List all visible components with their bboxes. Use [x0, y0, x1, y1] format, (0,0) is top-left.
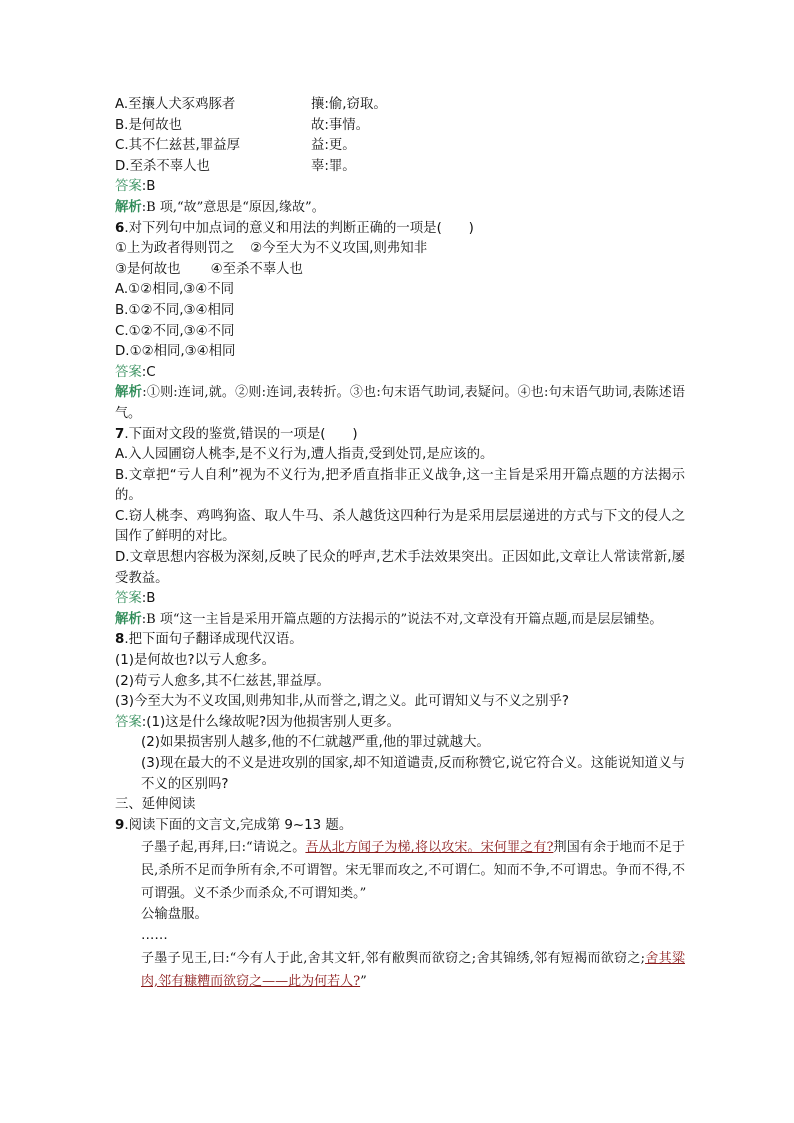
q5-option-gloss: 辜:罪。 — [311, 158, 356, 174]
q6-option-c: C.①②不同,③④不同 — [115, 323, 235, 339]
q7-stem — [115, 425, 685, 446]
passage-ellipsis: …… — [141, 927, 168, 943]
q8-answer-2: (2)如果损害别人越多,他的不仁就越严重,他的罪过就越大。 — [141, 735, 490, 751]
question-stem: .阅读下面的文言文,完成第 9~13 题。 — [124, 817, 353, 833]
q5-option-text: B.是何故也 — [115, 117, 183, 133]
section-heading: 三、延伸阅读 — [115, 797, 196, 813]
explanation-label: 解析 — [115, 611, 142, 627]
q5-option-d — [115, 157, 685, 178]
q8-answer-1 — [115, 713, 685, 734]
question-number: 8 — [115, 632, 125, 648]
q5-option-c — [115, 136, 685, 157]
explanation-label: 解析 — [115, 385, 143, 401]
q5-option-gloss: 益:更。 — [311, 138, 356, 154]
q9-stem — [115, 816, 685, 837]
passage-text: 子墨子起,再拜,曰:“请说之。 — [141, 840, 306, 856]
q6-sentence-1: ①上为政者得则罚之 — [115, 241, 235, 257]
explanation-text: :B 项“这一主旨是采用开篇点题的方法揭示的”说法不对,文章没有开篇点题,而是层层铺垫。 — [141, 611, 663, 627]
q6-answer — [115, 363, 685, 384]
question-stem: .把下面句子翻译成现代汉语。 — [124, 632, 303, 648]
highlighted-sentence: 吾从北方闻子为梯,将以攻宋。宋何罪之有? — [305, 840, 554, 856]
explanation-text: :B 项,“故”意思是“原因,缘故”。 — [141, 199, 325, 215]
q8-item-3: (3)今至大为不义攻国,则弗知非,从而誉之,谓之义。此可谓知义与不义之别乎? — [115, 694, 569, 710]
question-number: 7 — [115, 426, 125, 442]
passage-paragraph-1 — [115, 836, 685, 905]
answer-label: 答案 — [115, 179, 142, 195]
answer-value: :(1)这是什么缘故呢?因为他损害别人更多。 — [141, 714, 401, 730]
passage-paragraph-3 — [115, 947, 685, 993]
q5-option-a — [115, 95, 685, 116]
answer-value: :C — [141, 364, 156, 380]
question-stem: .下面对文段的鉴赏,错误的一项是( ) — [124, 426, 358, 442]
explanation-label: 解析 — [115, 199, 142, 215]
question-stem: .对下列句中加点词的意义和用法的判断正确的一项是( ) — [124, 220, 474, 236]
q6-option-a: A.①②相同,③④不同 — [115, 282, 235, 298]
q8-item-2: (2)苟亏人愈多,其不仁兹甚,罪益厚。 — [115, 673, 330, 689]
q7-option-a: A.入人园圃窃人桃李,是不义行为,遭人指责,受到处罚,是应该的。 — [115, 447, 494, 463]
q7-answer — [115, 589, 685, 610]
question-number: 9 — [115, 817, 125, 833]
answer-label: 答案 — [115, 591, 142, 607]
q5-option-gloss: 故:事情。 — [311, 117, 370, 133]
q5-option-text: A.至攘人犬豕鸡豚者 — [115, 97, 236, 112]
q6-sentences-row-1 — [115, 239, 685, 260]
q6-sentence-4: ④至杀不辜人也 — [210, 261, 303, 277]
q5-option-b — [115, 116, 685, 137]
passage-text: ” — [360, 973, 367, 989]
q5-option-text: C.其不仁兹甚,罪益厚 — [115, 138, 240, 154]
question-number: 6 — [115, 220, 125, 236]
q6-option-b: B.①②不同,③④相同 — [115, 302, 235, 318]
explanation-text: :①则:连词,就。②则:连词,表转折。③也:句末语气助词,表疑问。④也:句末语气助词,表陈述语气。 — [115, 385, 685, 421]
document-page — [115, 95, 685, 993]
q5-answer — [115, 177, 685, 198]
q7-option-b: B.文章把“亏人自利”视为不义行为,把矛盾直指非正义战争,这一主旨是采用开篇点题的方法揭示的。 — [115, 467, 685, 504]
answer-value: :B — [141, 591, 156, 607]
q8-item-1: (1)是何故也?以亏人愈多。 — [115, 653, 275, 669]
q7-option-c: C.窃人桃李、鸡鸣狗盗、取人牛马、杀人越货这四种行为是采用层层递进的方式与下文的侵人之国作了鲜明的对比。 — [115, 508, 685, 545]
q5-explanation — [115, 198, 685, 219]
highlighted-sentence: 舍其粱肉,邻有糠糟而欲窃之——此为何若人? — [141, 950, 685, 989]
q6-sentences-row-2 — [115, 260, 685, 281]
q6-explanation — [115, 383, 685, 424]
q5-option-text: D.至杀不辜人也 — [115, 158, 210, 174]
q7-explanation — [115, 610, 685, 631]
answer-value: :B — [141, 179, 156, 195]
answer-label: 答案 — [115, 714, 142, 730]
q6-sentence-2: ②今至大为不义攻国,则弗知非 — [250, 241, 428, 257]
passage-text: 子墨子见王,曰:“今有人于此,舍其文轩,邻有敝舆而欲窃之;舍其锦绣,邻有短褐而欲窃之; — [141, 950, 646, 966]
answer-label: 答案 — [115, 364, 142, 380]
q6-option-d: D.①②相同,③④相同 — [115, 344, 236, 360]
q7-option-d: D.文章思想内容极为深刻,反映了民众的呼声,艺术手法效果突出。正因如此,文章让人常读常新,屡受教益。 — [115, 550, 685, 586]
passage-text: 荆国有余于地而不足于民,杀所不足而争所有余,不可谓智。宋无罪而攻之,不可谓仁。知而不争,不可谓忠。争而不得,不可谓强。义不杀少而杀众,不可谓知类。” — [141, 840, 685, 902]
q8-stem — [115, 630, 685, 651]
q6-sentence-3: ③是何故也 — [115, 261, 181, 277]
passage-paragraph-2: 公输盘服。 — [141, 907, 208, 923]
q8-answer-3: (3)现在最大的不义是进攻别的国家,却不知道谴责,反而称赞它,说它符合义。这能说知道义与不义的区别吗? — [141, 756, 685, 792]
q6-stem — [115, 219, 685, 240]
q5-option-gloss: 攘:偷,窃取。 — [311, 97, 387, 112]
